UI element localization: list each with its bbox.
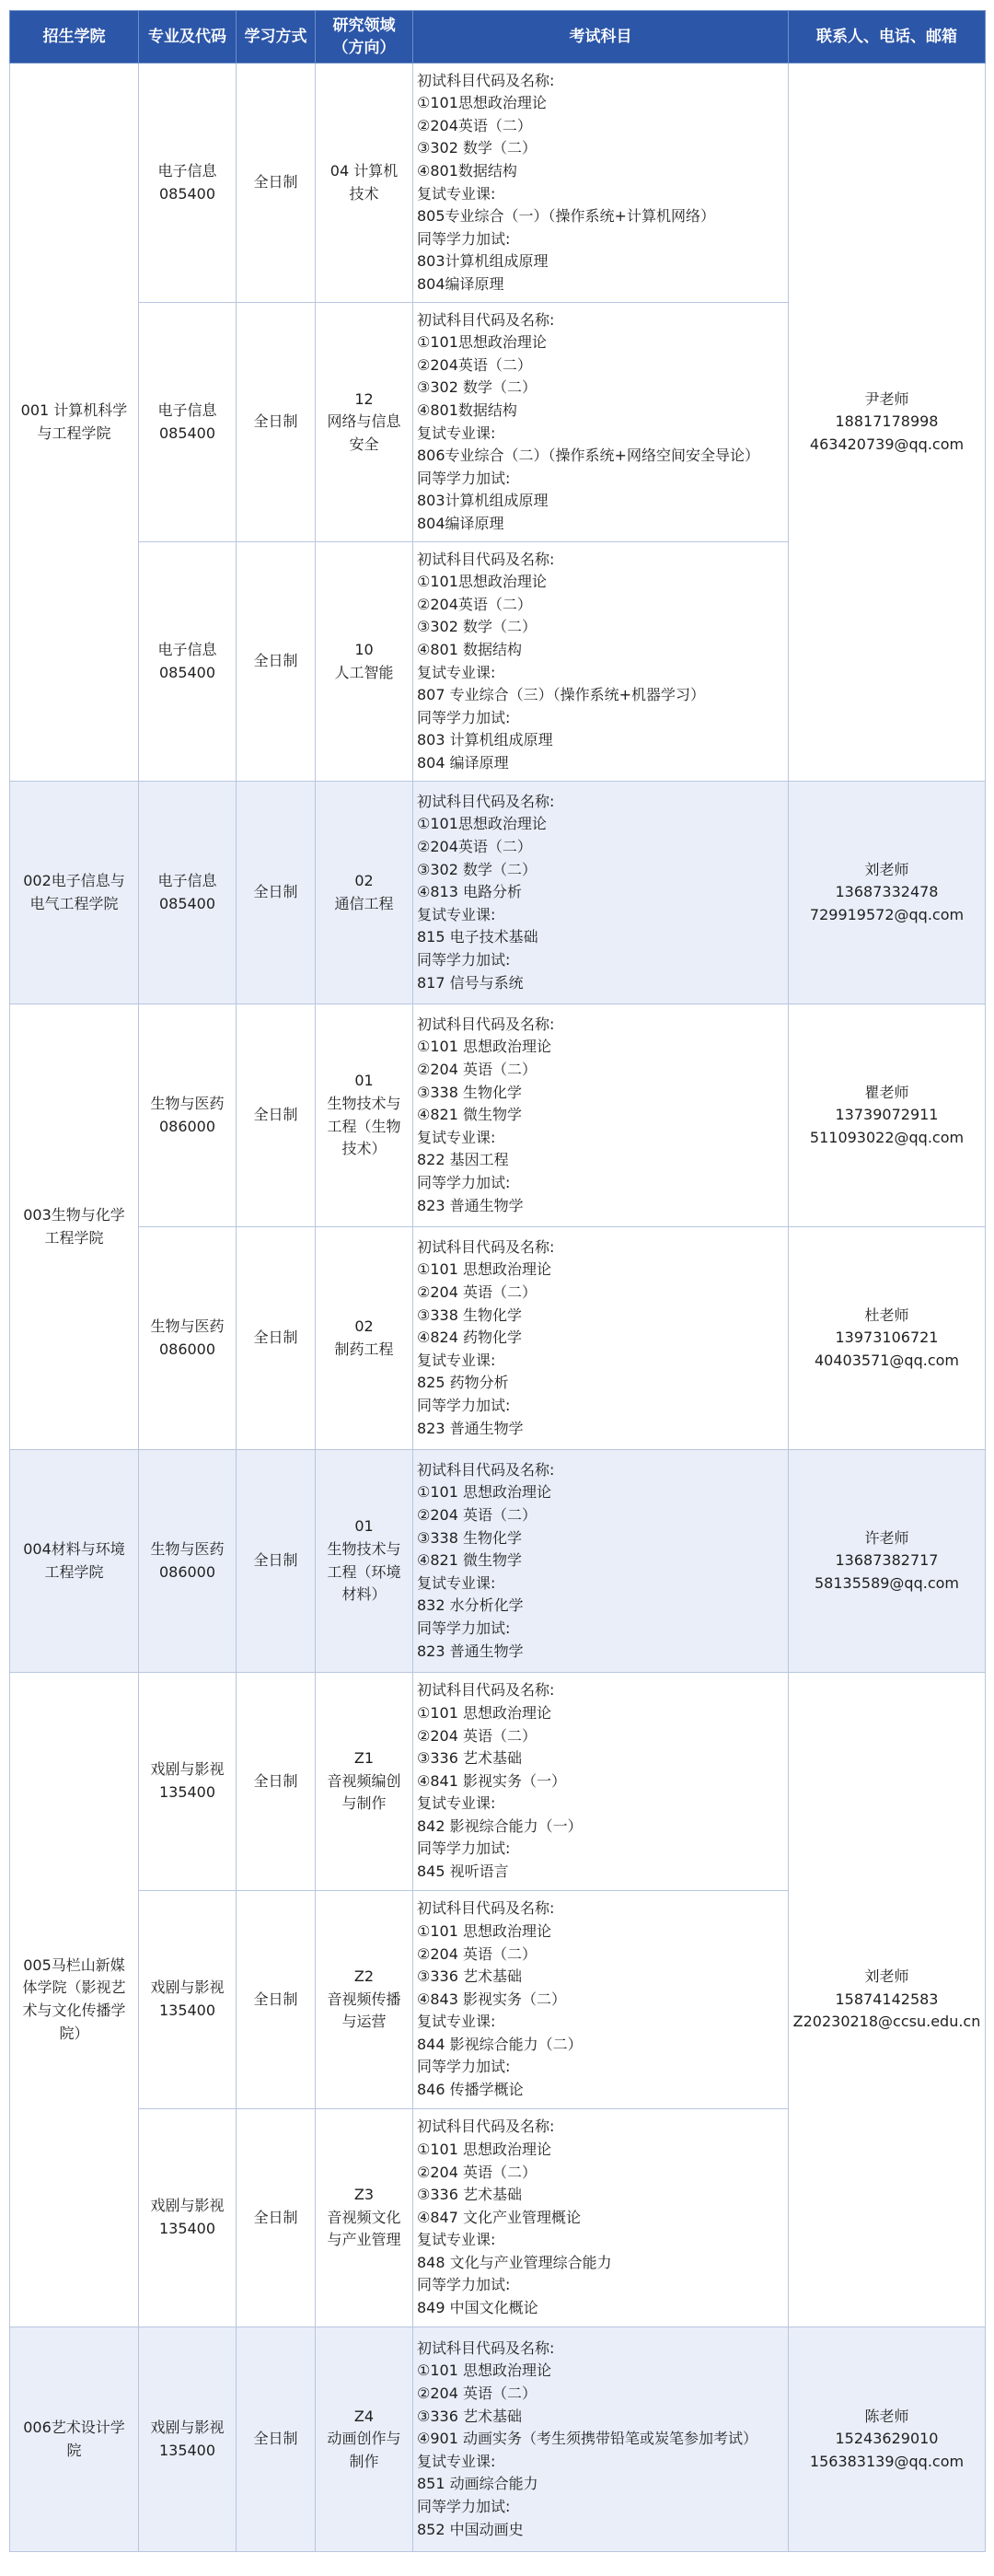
major-cell	[139, 64, 237, 303]
college-name: 002电子信息与电气工程学院	[23, 871, 125, 912]
header-study-mode: 学习方式	[237, 11, 316, 64]
exam-subject-line: 复试专业课:	[417, 1794, 496, 1813]
exam-subject-line: ①101 思想政治理论	[417, 1921, 551, 1940]
exam-subject-line: 复试专业课:	[417, 424, 496, 442]
research-field-line: 12	[354, 389, 374, 408]
contact-line: 511093022@qq.com	[809, 1128, 965, 1146]
exam-subject-line: ④801 数据结构	[417, 640, 522, 658]
research-field-line: 音视频编创	[327, 1771, 401, 1790]
exam-subject-line: 805专业综合（一）（操作系统+计算机网络）	[417, 207, 715, 226]
major-line: 电子信息	[157, 161, 217, 180]
contact-cell	[789, 2327, 986, 2552]
research-field-line: Z2	[353, 1967, 375, 1986]
exam-subject-line: ④821 微生物学	[417, 1106, 522, 1124]
research-field-line: 技术）	[341, 1140, 387, 1158]
contact-line: 15243629010	[835, 2430, 939, 2448]
exam-subject-line: ③302 数学（二）	[417, 139, 537, 157]
contact-line: 18817178998	[835, 412, 939, 431]
research-field-line: 04 计算机	[329, 161, 399, 180]
exam-subject-line: 复试专业课:	[417, 2231, 496, 2249]
header-exam-subjects: 考试科目	[413, 11, 789, 64]
research-field-line: 生物技术与	[327, 1094, 401, 1112]
major-cell	[139, 1004, 237, 1227]
exam-subject-line: ③302 数学（二）	[417, 618, 537, 636]
study-mode-cell: 全日制	[237, 2327, 316, 2552]
major-line: 085400	[158, 184, 216, 203]
research-field-line: 安全	[349, 435, 379, 453]
research-field-line: 工程（生物	[327, 1117, 401, 1135]
research-field-cell	[316, 303, 413, 542]
contact-line: 许老师	[864, 1528, 909, 1547]
major-cell	[139, 2109, 237, 2327]
research-field-line: 生物技术与	[327, 1539, 401, 1558]
exam-subject-line: 823 普通生物学	[417, 1642, 524, 1660]
major-cell	[139, 542, 237, 782]
major-line: 戏剧与影视	[150, 1978, 225, 1997]
study-mode-cell: 全日制	[237, 1450, 316, 1673]
major-line: 电子信息	[157, 871, 217, 889]
research-field-line: 人工智能	[334, 663, 394, 681]
table-row	[10, 1227, 986, 1450]
exam-subject-line: ①101 思想政治理论	[417, 2140, 551, 2158]
contact-line: 瞿老师	[864, 1083, 909, 1101]
exam-subjects-cell	[413, 1891, 789, 2109]
exam-subject-line: ②204 英语（二）	[417, 1061, 537, 1079]
table-row	[10, 782, 986, 1004]
major-line: 电子信息	[157, 400, 217, 419]
college-name: 006艺术设计学院	[23, 2418, 125, 2459]
exam-subject-line: 804编译原理	[417, 274, 504, 293]
research-field-cell	[316, 1004, 413, 1227]
table-row	[10, 1673, 986, 1891]
research-field-cell	[316, 2327, 413, 2552]
exam-subject-line: 852 中国动画史	[417, 2520, 524, 2538]
exam-subject-line: 815 电子技术基础	[417, 928, 538, 946]
contact-line: 463420739@qq.com	[809, 435, 965, 453]
exam-subject-line: 804 编译原理	[417, 753, 509, 772]
exam-subject-line: ④824 药物化学	[417, 1329, 522, 1347]
exam-subject-line: ①101 思想政治理论	[417, 1703, 551, 1722]
exam-subject-line: 初试科目代码及名称:	[417, 1237, 555, 1256]
major-line: 135400	[158, 2002, 216, 2019]
study-mode-cell: 全日制	[237, 2109, 316, 2327]
college-cell	[10, 2327, 139, 2552]
contact-line: 729919572@qq.com	[809, 905, 965, 923]
exam-subject-line: 同等学力加试:	[417, 1173, 511, 1191]
college-name: 001 计算机科学与工程学院	[20, 400, 128, 442]
major-cell	[139, 1450, 237, 1673]
major-line: 生物与医药	[150, 1317, 225, 1335]
major-line: 戏剧与影视	[150, 2197, 225, 2215]
table-row	[10, 2327, 986, 2552]
research-field-line: 与产业管理	[327, 2231, 401, 2249]
exam-subject-line: ②204 英语（二）	[417, 1726, 537, 1745]
exam-subjects-cell	[413, 1004, 789, 1227]
exam-subject-line: ①101 思想政治理论	[417, 2361, 551, 2380]
exam-subject-line: 842 影视综合能力（一）	[417, 1816, 583, 1835]
exam-subject-line: 同等学力加试:	[417, 229, 511, 248]
research-field-line: 10	[354, 640, 374, 658]
exam-subject-line: 806专业综合（二）（操作系统+网络空间安全导论）	[417, 447, 759, 465]
exam-subjects-cell	[413, 782, 789, 1004]
exam-subject-line: ③338 生物化学	[417, 1305, 522, 1324]
contact-line: 156383139@qq.com	[809, 2452, 965, 2470]
table-row	[10, 64, 986, 303]
research-field-line: 网络与信息	[327, 412, 401, 431]
exam-subject-line: ④801数据结构	[417, 161, 517, 180]
exam-subject-line: ①101思想政治理论	[417, 815, 547, 833]
table-body	[10, 64, 986, 2552]
college-name: 004材料与环境工程学院	[23, 1539, 125, 1581]
exam-subject-line: 同等学力加试:	[417, 1619, 511, 1637]
contact-cell	[789, 64, 986, 782]
exam-subject-line: ②204 英语（二）	[417, 2385, 537, 2403]
exam-subject-line: 851 动画综合能力	[417, 2475, 538, 2493]
exam-subject-line: 832 水分析化学	[417, 1596, 524, 1615]
study-mode-cell: 全日制	[237, 782, 316, 1004]
contact-line: 13687332478	[835, 883, 939, 901]
major-line: 电子信息	[157, 640, 217, 658]
research-field-line: 制作	[349, 2452, 379, 2470]
exam-subject-line: 848 文化与产业管理综合能力	[417, 2253, 612, 2271]
research-field-line: 动画创作与	[327, 2430, 401, 2448]
research-field-cell	[316, 1227, 413, 1450]
college-name: 005马栏山新媒体学院（影视艺术与文化传播学院）	[22, 1955, 126, 2042]
exam-subject-line: 844 影视综合能力（二）	[417, 2035, 583, 2053]
exam-subject-line: 复试专业课:	[417, 905, 496, 923]
exam-subject-line: 803计算机组成原理	[417, 252, 549, 271]
major-line: 生物与医药	[150, 1539, 225, 1558]
exam-subject-line: ①101 思想政治理论	[417, 1038, 551, 1056]
research-field-line: 通信工程	[334, 894, 394, 912]
exam-subject-line: 复试专业课:	[417, 184, 496, 203]
exam-subject-line: ①101思想政治理论	[417, 94, 547, 112]
exam-subject-line: ③336 艺术基础	[417, 2407, 522, 2425]
exam-subject-line: 同等学力加试:	[417, 950, 511, 969]
exam-subject-line: 复试专业课:	[417, 1128, 496, 1146]
exam-subject-line: ②204 英语（二）	[417, 2163, 537, 2181]
research-field-line: 与制作	[341, 1794, 387, 1813]
research-field-cell	[316, 1450, 413, 1673]
major-line: 生物与医药	[150, 1094, 225, 1112]
header-college: 招生学院	[10, 11, 139, 64]
contact-line: 陈老师	[864, 2407, 909, 2425]
exam-subject-line: 849 中国文化概论	[417, 2299, 538, 2317]
study-mode-cell: 全日制	[237, 1004, 316, 1227]
header-contact: 联系人、电话、邮箱	[789, 11, 986, 64]
major-line: 135400	[158, 2220, 216, 2237]
exam-subject-line: ①101 思想政治理论	[417, 1260, 551, 1279]
contact-cell	[789, 1004, 986, 1227]
major-line: 135400	[158, 2441, 216, 2459]
exam-subject-line: 初试科目代码及名称:	[417, 1460, 555, 1479]
exam-subject-line: 825 药物分析	[417, 1374, 509, 1392]
exam-subject-line: 817 信号与系统	[417, 973, 524, 992]
research-field-line: 技术	[349, 184, 379, 203]
exam-subject-line: 初试科目代码及名称:	[417, 310, 555, 329]
admissions-table	[9, 10, 986, 2552]
research-field-cell	[316, 1891, 413, 2109]
exam-subject-line: ④901 动画实务（考生须携带铅笔或炭笔参加考试）	[417, 2430, 757, 2448]
contact-line: Z20230218@ccsu.edu.cn	[792, 2013, 981, 2031]
exam-subject-line: ④843 影视实务（二）	[417, 1990, 566, 2008]
exam-subject-line: ③338 生物化学	[417, 1083, 522, 1101]
college-cell	[10, 1004, 139, 1450]
exam-subject-line: 823 普通生物学	[417, 1419, 524, 1437]
contact-line: 13739072911	[835, 1106, 939, 1124]
exam-subject-line: 822 基因工程	[417, 1151, 509, 1169]
exam-subjects-cell	[413, 303, 789, 542]
study-mode-cell: 全日制	[237, 1227, 316, 1450]
major-line: 085400	[158, 424, 216, 442]
exam-subject-line: 初试科目代码及名称:	[417, 1681, 555, 1700]
exam-subject-line: ①101思想政治理论	[417, 573, 547, 591]
research-field-cell	[316, 64, 413, 303]
major-line: 086000	[158, 1340, 216, 1358]
major-cell	[139, 2327, 237, 2552]
research-field-line: Z3	[353, 2186, 375, 2204]
exam-subjects-cell	[413, 64, 789, 303]
research-field-line: 与运营	[341, 2013, 387, 2031]
exam-subjects-cell	[413, 2109, 789, 2327]
exam-subject-line: 804编译原理	[417, 514, 504, 532]
contact-line: 刘老师	[864, 1967, 909, 1986]
exam-subject-line: ②204英语（二）	[417, 116, 532, 134]
study-mode-cell: 全日制	[237, 1891, 316, 2109]
exam-subject-line: 复试专业课:	[417, 2452, 496, 2470]
exam-subject-line: ③338 生物化学	[417, 1528, 522, 1547]
header-research-field	[316, 11, 413, 64]
header-research-field-text: 研究领域（方向）	[332, 17, 396, 57]
exam-subject-line: ①101思想政治理论	[417, 333, 547, 352]
research-field-line: 01	[354, 1517, 374, 1536]
exam-subject-line: 复试专业课:	[417, 663, 496, 681]
table-header-row	[10, 11, 986, 64]
contact-line: 尹老师	[864, 389, 909, 408]
major-cell	[139, 1673, 237, 1891]
major-cell	[139, 1227, 237, 1450]
contact-line: 杜老师	[864, 1305, 909, 1324]
exam-subject-line: 845 视听语言	[417, 1862, 509, 1881]
exam-subject-line: ②204 英语（二）	[417, 1283, 537, 1302]
exam-subject-line: 初试科目代码及名称:	[417, 2118, 555, 2136]
college-cell	[10, 782, 139, 1004]
major-line: 戏剧与影视	[150, 1760, 225, 1779]
research-field-line: 工程（环境	[327, 1562, 401, 1581]
exam-subject-line: 复试专业课:	[417, 1573, 496, 1592]
exam-subject-line: ②204 英语（二）	[417, 1944, 537, 1963]
exam-subjects-cell	[413, 2327, 789, 2552]
research-field-line: Z4	[353, 2407, 375, 2425]
major-line: 086000	[158, 1117, 216, 1135]
exam-subject-line: 初试科目代码及名称:	[417, 550, 555, 568]
exam-subject-line: ②204 英语（二）	[417, 1506, 537, 1525]
college-cell	[10, 1673, 139, 2327]
exam-subject-line: 复试专业课:	[417, 2013, 496, 2031]
study-mode-cell: 全日制	[237, 1673, 316, 1891]
exam-subject-line: 初试科目代码及名称:	[417, 2338, 555, 2357]
exam-subject-line: ③336 艺术基础	[417, 1749, 522, 1768]
contact-line: 13687382717	[835, 1551, 939, 1570]
research-field-cell	[316, 782, 413, 1004]
major-line: 085400	[158, 663, 216, 681]
exam-subject-line: ③302 数学（二）	[417, 378, 537, 397]
major-line: 086000	[158, 1562, 216, 1581]
exam-subject-line: ②204英语（二）	[417, 838, 532, 856]
exam-subject-line: ③302 数学（二）	[417, 860, 537, 878]
exam-subjects-cell	[413, 1450, 789, 1673]
contact-cell	[789, 1227, 986, 1450]
exam-subject-line: ④813 电路分析	[417, 883, 522, 901]
exam-subject-line: 807 专业综合（三）（操作系统+机器学习）	[417, 686, 706, 704]
exam-subject-line: ①101 思想政治理论	[417, 1483, 551, 1502]
exam-subject-line: 同等学力加试:	[417, 2497, 511, 2515]
college-cell	[10, 1450, 139, 1673]
exam-subject-line: 同等学力加试:	[417, 1396, 511, 1414]
exam-subject-line: 初试科目代码及名称:	[417, 792, 555, 810]
research-field-line: 音视频文化	[327, 2208, 401, 2226]
major-line: 135400	[158, 1783, 216, 1801]
exam-subject-line: 初试科目代码及名称:	[417, 71, 555, 89]
exam-subject-line: 初试科目代码及名称:	[417, 1899, 555, 1918]
college-name: 003生物与化学工程学院	[23, 1205, 125, 1247]
exam-subject-line: ③336 艺术基础	[417, 1967, 522, 1986]
study-mode-cell: 全日制	[237, 303, 316, 542]
exam-subject-line: ②204英语（二）	[417, 355, 532, 374]
exam-subject-line: ④847 文化产业管理概论	[417, 2208, 581, 2226]
research-field-cell	[316, 542, 413, 782]
exam-subject-line: 初试科目代码及名称:	[417, 1015, 555, 1033]
exam-subject-line: 同等学力加试:	[417, 1839, 511, 1858]
exam-subjects-cell	[413, 542, 789, 782]
exam-subject-line: 823 普通生物学	[417, 1196, 524, 1214]
research-field-line: 材料）	[341, 1585, 387, 1604]
exam-subject-line: 846 传播学概论	[417, 2081, 524, 2099]
exam-subject-line: 同等学力加试:	[417, 708, 511, 726]
contact-line: 58135589@qq.com	[814, 1573, 959, 1592]
exam-subject-line: ④821 微生物学	[417, 1551, 522, 1570]
major-line: 戏剧与影视	[150, 2418, 225, 2436]
major-cell	[139, 303, 237, 542]
contact-line: 40403571@qq.com	[814, 1351, 959, 1369]
contact-line: 15874142583	[835, 1990, 939, 2008]
exam-subject-line: 803计算机组成原理	[417, 492, 549, 510]
exam-subject-line: 同等学力加试:	[417, 469, 511, 487]
table-row	[10, 1450, 986, 1673]
college-cell	[10, 64, 139, 782]
research-field-line: 制药工程	[334, 1340, 394, 1358]
research-field-line: 音视频传播	[327, 1990, 401, 2008]
research-field-line: Z1	[353, 1749, 375, 1768]
exam-subject-line: 同等学力加试:	[417, 2276, 511, 2294]
major-cell	[139, 1891, 237, 2109]
exam-subject-line: 复试专业课:	[417, 1351, 496, 1369]
contact-cell	[789, 1450, 986, 1673]
exam-subject-line: ④801数据结构	[417, 400, 517, 419]
header-major: 专业及代码	[139, 11, 237, 64]
research-field-line: 02	[354, 1317, 374, 1335]
research-field-line: 02	[354, 871, 374, 889]
exam-subject-line: 803 计算机组成原理	[417, 731, 553, 749]
exam-subject-line: 同等学力加试:	[417, 2058, 511, 2076]
exam-subjects-cell	[413, 1227, 789, 1450]
exam-subject-line: ③336 艺术基础	[417, 2186, 522, 2204]
research-field-cell	[316, 2109, 413, 2327]
major-cell	[139, 782, 237, 1004]
research-field-line: 01	[354, 1072, 374, 1090]
contact-cell	[789, 782, 986, 1004]
contact-line: 13973106721	[835, 1329, 939, 1347]
study-mode-cell: 全日制	[237, 542, 316, 782]
contact-cell	[789, 1673, 986, 2327]
study-mode-cell: 全日制	[237, 64, 316, 303]
major-line: 085400	[158, 894, 216, 912]
exam-subjects-cell	[413, 1673, 789, 1891]
exam-subject-line: ②204英语（二）	[417, 595, 532, 613]
exam-subject-line: ④841 影视实务（一）	[417, 1771, 566, 1790]
research-field-cell	[316, 1673, 413, 1891]
contact-line: 刘老师	[864, 860, 909, 878]
table-row	[10, 1004, 986, 1227]
